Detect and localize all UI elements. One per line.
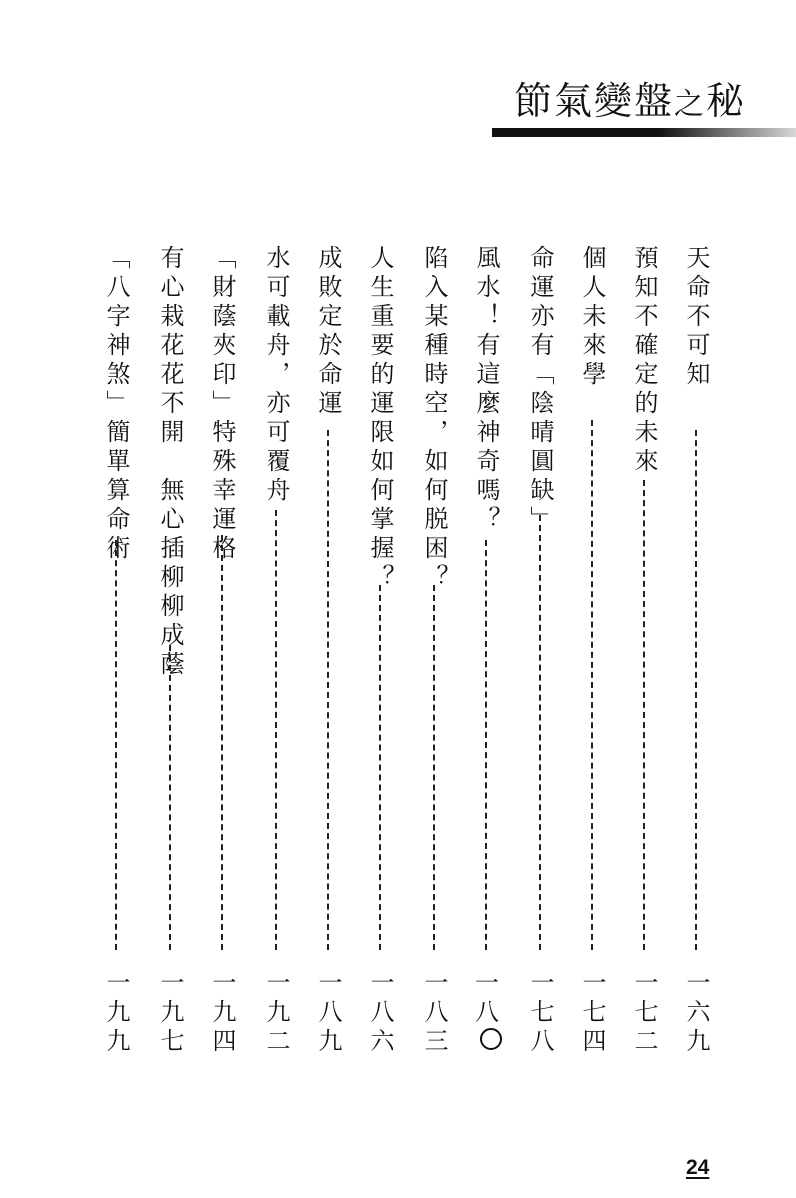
toc-entry-title: 陷入某種時空，如何脱困？ [420, 245, 448, 593]
toc-entry-title: 水可載舟，亦可覆舟 [262, 245, 290, 506]
toc-leader [695, 430, 697, 950]
toc-entry[interactable] [628, 245, 660, 1065]
toc-leader [115, 540, 117, 950]
toc-entry[interactable] [100, 245, 132, 1065]
toc-entry-page: 一八六 [366, 970, 394, 1057]
toc-entry-page: 一六九 [682, 970, 710, 1057]
book-title [513, 79, 746, 123]
toc-entry[interactable] [418, 245, 450, 1065]
toc-entry[interactable] [206, 245, 238, 1065]
circle-zero-icon [480, 1028, 502, 1050]
toc-entry-page: 一八九 [314, 970, 342, 1057]
toc-entry-title: 預知不確定的未來 [630, 245, 658, 477]
toc-entry[interactable] [576, 245, 608, 1065]
toc-entry[interactable] [154, 245, 186, 1065]
toc-leader [169, 645, 171, 950]
toc-entry-title: 個人未來學 [578, 245, 606, 390]
toc-leader [539, 515, 541, 950]
toc-entry[interactable] [470, 245, 502, 1065]
page-number: 24 [686, 1156, 710, 1179]
book-title-main: 節氣變盤 [513, 79, 674, 123]
toc-leader [591, 420, 593, 950]
book-title-end: 秘 [705, 79, 746, 123]
toc-entry-page: 一九九 [102, 970, 130, 1057]
toc-entry-title: 風水！有這麼神奇嗎？ [472, 245, 500, 535]
toc-leader [221, 535, 223, 950]
toc-leader [275, 510, 277, 950]
toc-entry-page: 一七二 [630, 970, 658, 1057]
toc-entry-page-prefix: 一八 [470, 970, 499, 1028]
toc-entry-page: 一九四 [208, 970, 236, 1057]
toc-entry-page: 一九二 [262, 970, 290, 1057]
header-rule [492, 128, 796, 137]
toc-entry[interactable] [260, 245, 292, 1065]
toc-entry-page: 一八三 [420, 970, 448, 1057]
toc-leader [643, 480, 645, 950]
toc-leader [433, 585, 435, 950]
toc-entry[interactable] [680, 245, 712, 1065]
toc-leader [379, 585, 381, 950]
toc-entry-page: 一七四 [578, 970, 606, 1057]
toc-entry-page: 一九七 [156, 970, 184, 1057]
toc-entry[interactable] [524, 245, 556, 1065]
toc-leader [485, 540, 487, 950]
toc-entry-page: 一七八 [526, 970, 554, 1057]
toc-entry-title: 人生重要的運限如何掌握？ [366, 245, 394, 593]
toc-entry-title: 「八字神煞」簡單算命術 [102, 245, 130, 564]
toc-leader [327, 430, 329, 950]
toc-entry-page [470, 970, 502, 1050]
toc-entry-title: 「財蔭夾印」特殊幸運格 [208, 245, 236, 564]
toc-entry-title: 有心栽花花不開 無心插柳柳成蔭 [156, 245, 184, 680]
toc-entry-title: 成敗定於命運 [314, 245, 342, 419]
toc-entry-title: 命運亦有「陰晴圓缺」 [526, 245, 554, 535]
book-title-particle: 之 [673, 87, 706, 122]
toc-entry-title: 天命不可知 [682, 245, 710, 390]
toc-entry[interactable] [364, 245, 396, 1065]
toc-entry[interactable] [312, 245, 344, 1065]
